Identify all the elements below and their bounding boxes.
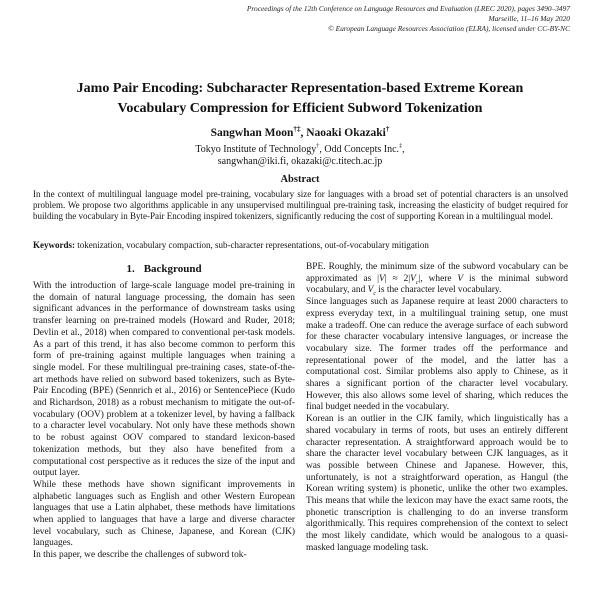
paragraph: With the introduction of large-scale language model pre-training in the domain of natural language processing, the domain has seen significant advances in the performance of downstream tasks using transfer learning on pre-trained models (Howard and Ruder, 2018; Devlin et al., 2018) when compared to conventional per-task models. As a part of this trend, it has also become common to perform this form of pre-training against multiple languages when training a single model. For these multilingual pre-training cases, state-of-the-art methods have relied on subword based tokenizers, such as Byte-Pair Encoding (BPE) (Sennrich et al., 2016) or SentencePiece (Kudo and Richardson, 2018) as a robust mechanism to mitigate the out-of-vocabulary (OOV) problem at a tokenizer level, by having a fallback to a character level vocabulary. Not only have these methods shown to be robust against OOV compared to standard lexicon-based tokenization methods, but they also have benefited from a computational cost perspective as it reduces the size of the input and output layer. <box>33 281 295 479</box>
section-number: 1. <box>126 263 135 275</box>
section-title: Background <box>143 263 202 275</box>
paragraph: BPE. Roughly, the minimum size of the subword vocabulary can be approximated as $|V| \approx 2|V_c|$, where V is the minimal subword vocabulary, and $V_c$ is the character level vocabulary. <box>306 262 568 298</box>
paper-title: Jamo Pair Encoding: Subcharacter Representation-based Extreme Korean Vocabulary Compression for Efficient Subword Tokenization <box>76 81 524 116</box>
right-column <box>306 262 568 600</box>
paragraph: Korean is an outlier in the CJK family, which linguistically has a shared vocabulary in terms of roots, but uses an entirely different character representation. A straightforward approach would be to share the character level vocabulary between CJK languages, as it was possible between Chinese and Japanese. However, this, unfortunately, is not a straightforward operation, as Hangul (the Korean writing system) is phonetic, unlike the other two examples. This means that while the lexicon may have the exact same roots, the phonetic transcription is challenging to do an inverse transform algorithmically. This requires comprehension of the context to select the most likely candidate, which would be analogous to a quasi-masked language modeling task. <box>306 414 568 553</box>
authors: Sangwhan Moon†‡, Naoaki Okazaki† <box>210 125 390 139</box>
section-heading-background <box>33 263 295 275</box>
abstract-heading: Abstract <box>280 174 320 185</box>
abstract-text: In the context of multilingual language model pre-training, vocabulary size for languages with a broad set of potential characters is an unsolved problem. We propose two algorithms applicable in any unsupervised multilingual pre-training task, increasing the elasticity of budget required for building the vocabulary in Byte-Pair Encoding inspired tokenizers, significantly reducing the cost of supporting Korean in a multilingual model. <box>33 189 568 222</box>
license-line: © European Language Resources Association (ELRA), licensed under CC-BY-NC <box>328 24 570 33</box>
paragraph: While these methods have shown significant improvements in alphabetic languages such as English and other Western European languages that use a Latin alphabet, these methods have limitations when applied to languages that have a large and diverse character level vocabulary, such as Chinese, Japanese, and Korean (CJK) languages. <box>33 479 295 549</box>
paragraph: Since languages such as Japanese require at least 2000 characters to express everyday text, in a multilingual training setup, one must make a tradeoff. One can reduce the average surface of each subword for these character vocabulary intensive languages, or increase the vocabulary size. The former trades off the performance and representational power of the model, and the latter has a computational cost. Similar problems also apply to Chinese, as it shares a significant portion of the character level vocabulary. However, this also allows some level of sharing, which reduces the final budget needed in the vocabulary. <box>306 297 568 413</box>
affiliations: Tokyo Institute of Technology†, Odd Concepts Inc.‡, <box>195 142 405 155</box>
proceedings-line: Proceedings of the 12th Conference on Language Resources and Evaluation (LREC 2020), pages 3490–3497 <box>246 4 570 13</box>
location-line: Marseille, 11–16 May 2020 <box>488 14 570 23</box>
paragraph: In this paper, we describe the challenges of subword tok- <box>33 550 247 561</box>
proceedings-header <box>247 4 570 34</box>
body-columns <box>33 262 568 600</box>
left-column <box>33 262 295 600</box>
author-emails: sangwhan@iki.fi, okazaki@c.titech.ac.jp <box>217 156 383 167</box>
keywords: Keywords: tokenization, vocabulary compaction, sub-character representations, out-of-vocabulary mitigation <box>33 240 429 250</box>
